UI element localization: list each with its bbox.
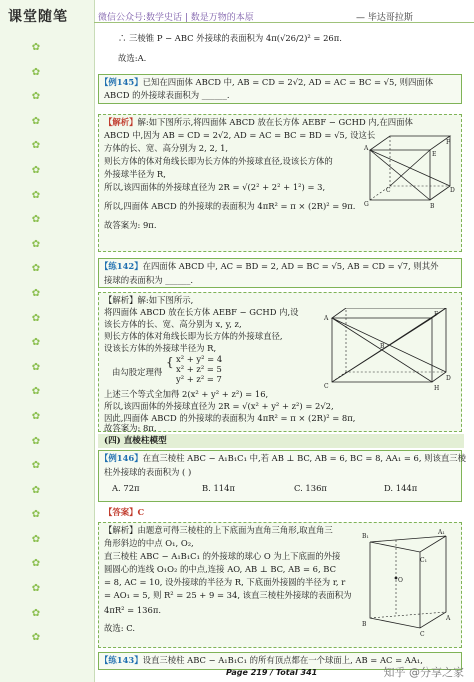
star-icon: ✿ (31, 287, 41, 299)
star-icon: ✿ (31, 140, 41, 152)
solution-line: 故答案为: 8π. (104, 423, 157, 433)
brand-title: 课堂随笔 (8, 9, 68, 25)
equation: x² + y² = 4 (176, 354, 223, 364)
solution-line: 所以,该四面体的外接球直径为 2R = √(2² + 2² + 1²) = 3, (104, 182, 326, 192)
solution-text: 解:如下图所示,将四面体 ABCD 放在长方体 AEBF − GCHD 内,在四面体 (137, 117, 413, 127)
svg-text:A: A (446, 615, 451, 622)
svg-text:A: A (324, 315, 329, 322)
text-line: 故选:A. (118, 53, 147, 63)
svg-text:C: C (386, 187, 391, 194)
solution-line: = 8, AC = 10, 设外接球的半径为 R, 下底面外接圆的半径为 r, r (104, 577, 346, 587)
svg-text:E: E (432, 151, 437, 158)
page-number: Page 219 / Total 341 (226, 668, 318, 677)
example-145-line1 (100, 76, 433, 89)
star-icon: ✿ (31, 238, 41, 250)
option-d: D. 144π (384, 483, 418, 493)
solution-line: 则长方体的体对角线长即为长方体的外接球直径, (104, 331, 283, 341)
star-icon: ✿ (31, 583, 41, 595)
practice-tag: 【练143】 (100, 655, 143, 665)
practice-tag: 【练142】 (100, 261, 143, 271)
star-icon: ✿ (31, 484, 41, 496)
left-sidebar (0, 0, 95, 682)
question-text: 设直三棱柱 ABC − A₁B₁C₁ 的所有顶点都在一个球面上, AB = AC = AA₁, (142, 655, 423, 665)
example-tag: 【例146】 (100, 453, 143, 463)
solution-line: 方体的长、宽、高分别为 2, 2, 1, (104, 143, 229, 153)
question-text: 在四面体 ABCD 中, AC = BD = 2, AD = BC = √5, AB = CD = √7, 则其外 (142, 261, 439, 271)
solution-line: 【解析】由题意可得三棱柱的上下底面为直角三角形,取直角三 (104, 525, 333, 535)
star-icon: ✿ (31, 558, 41, 570)
page-footer (94, 662, 474, 682)
solution-line: 因此,四面体 ABCD 的外接球的表面积为 4πR² = π × (2R)² = 8π, (104, 413, 356, 423)
equation: y² + z² = 7 (176, 374, 222, 384)
star-icon: ✿ (31, 533, 41, 545)
example-146-line1 (100, 452, 466, 465)
option-b: B. 114π (202, 483, 235, 493)
solution-line: = AO₁ = 5, 则 R² = 25 + 9 = 34, 该直三棱柱外接球的表面积为 (104, 590, 352, 600)
svg-text:H: H (434, 385, 440, 392)
star-icon: ✿ (31, 632, 41, 644)
example-tag: 【例145】 (100, 77, 143, 87)
svg-text:B: B (380, 343, 385, 350)
option-a: A. 72π (112, 483, 140, 493)
svg-text:B: B (430, 203, 435, 210)
svg-text:D: D (446, 375, 451, 382)
solution-line: 故答案为: 9π. (104, 220, 157, 230)
star-icon: ✿ (31, 509, 41, 521)
svg-text:C₁: C₁ (420, 557, 427, 564)
solution-line: 设该长方体的外接球半径为 R, (104, 343, 217, 353)
brace-icon: { (166, 355, 174, 369)
text-line: ∴ 三棱锥 P − ABC 外接球的表面积为 4π(√26/2)² = 26π. (118, 33, 342, 43)
solution-line (104, 116, 413, 129)
solution-line: 则长方体的体对角线长即为长方体的外接球直径,设该长方体的 (104, 156, 333, 166)
header-source: 微信公众号:数学史话 | 数是万物的本原 (98, 13, 254, 23)
solution-line: 该长方体的长、宽、高分别为 x, y, z, (104, 319, 242, 329)
svg-text:C: C (420, 631, 425, 638)
solution-line: 圆圆心的连线 O₁O₂ 的中点,连接 AO, AB ⊥ BC, AB = 6, BC (104, 564, 337, 574)
svg-text:B₁: B₁ (362, 533, 369, 540)
answer-line (104, 506, 144, 519)
solution-line: 上述三个等式全加得 2(x² + y² + z²) = 16, (104, 389, 269, 399)
example-145-line2: ABCD 的外接球表面积为 ______. (104, 90, 230, 100)
star-icon: ✿ (31, 337, 41, 349)
star-icon: ✿ (31, 263, 41, 275)
svg-text:O: O (398, 577, 403, 584)
solution-line: 直三棱柱 ABC − A₁B₁C₁ 的外接球的球心 O 为上下底面的外接 (104, 551, 341, 561)
header-author: — 毕达哥拉斯 (356, 13, 413, 23)
cuboid-figure-2 (320, 308, 454, 392)
practice-142-line2: 接球的表面积为 ______. (104, 275, 194, 285)
star-icon: ✿ (31, 460, 41, 472)
star-icon: ✿ (31, 435, 41, 447)
star-icon: ✿ (31, 410, 41, 422)
star-icon: ✿ (31, 91, 41, 103)
question-text: 在直三棱柱 ABC − A₁B₁C₁ 中,若 AB ⊥ BC, AB = 6, BC = 8, AA₁ = 6, 则该直三棱 (142, 453, 467, 463)
star-icon: ✿ (31, 66, 41, 78)
star-icon: ✿ (31, 386, 41, 398)
option-c: C. 136π (294, 483, 327, 493)
star-icon: ✿ (31, 361, 41, 373)
section-heading: (四) 直棱柱模型 (98, 434, 464, 448)
solution-line: ABCD 中,因为 AB = CD = 2√2, AD = AC = BC = BD = √5, 设这长 (104, 130, 376, 140)
solution-line: 将四面体 ABCD 放在长方体 AEBF − GCHD 内,设 (104, 307, 299, 317)
watermark: 知乎 @分享之家 (383, 666, 464, 679)
prism-figure (360, 522, 456, 640)
solution-line: 所以,四面体 ABCD 的外接球的表面积为 4πR² = π × (2R)² = 9π. (104, 201, 356, 211)
solution-line: 由勾股定理得 (112, 367, 163, 377)
example-146-line2: 柱外接球的表面积为 ( ) (104, 467, 192, 477)
header-divider (94, 22, 474, 23)
svg-text:D: D (450, 187, 455, 194)
svg-text:C: C (324, 383, 329, 390)
svg-text:F: F (446, 139, 451, 146)
star-icon: ✿ (31, 42, 41, 53)
svg-text:B: B (362, 621, 367, 628)
svg-text:A₁: A₁ (438, 529, 445, 536)
solution-line: 【解析】解:如下图所示, (104, 295, 194, 305)
star-column (30, 36, 42, 651)
solution-tag: 【解析】 (104, 117, 138, 127)
star-icon: ✿ (31, 607, 41, 619)
svg-text:A: A (364, 145, 369, 152)
solution-line: 故选: C. (104, 623, 136, 633)
answer-tag: 【答案】 (104, 507, 138, 517)
solution-line: 所以,该四面体的外接球直径为 2R = √(x² + y² + z²) = 2√2, (104, 401, 334, 411)
equation: x² + z² = 5 (176, 364, 222, 374)
star-icon: ✿ (31, 164, 41, 176)
answer-value: C (137, 507, 145, 517)
star-icon: ✿ (31, 115, 41, 127)
svg-text:F: F (434, 311, 439, 318)
solution-line: 外接球半径为 R, (104, 169, 166, 179)
cuboid-figure-1 (360, 130, 456, 210)
star-icon: ✿ (31, 312, 41, 324)
solution-line: 角形斜边的中点 O₁, O₂, (104, 538, 194, 548)
star-icon: ✿ (31, 189, 41, 201)
solution-line: 4πR² = 136π. (104, 605, 161, 615)
practice-142-line1 (100, 260, 439, 273)
question-text: 已知在四面体 ABCD 中, AB = CD = 2√2, AD = AC = BC = √5, 则四面体 (142, 77, 434, 87)
svg-text:G: G (364, 201, 369, 208)
star-icon: ✿ (31, 214, 41, 226)
